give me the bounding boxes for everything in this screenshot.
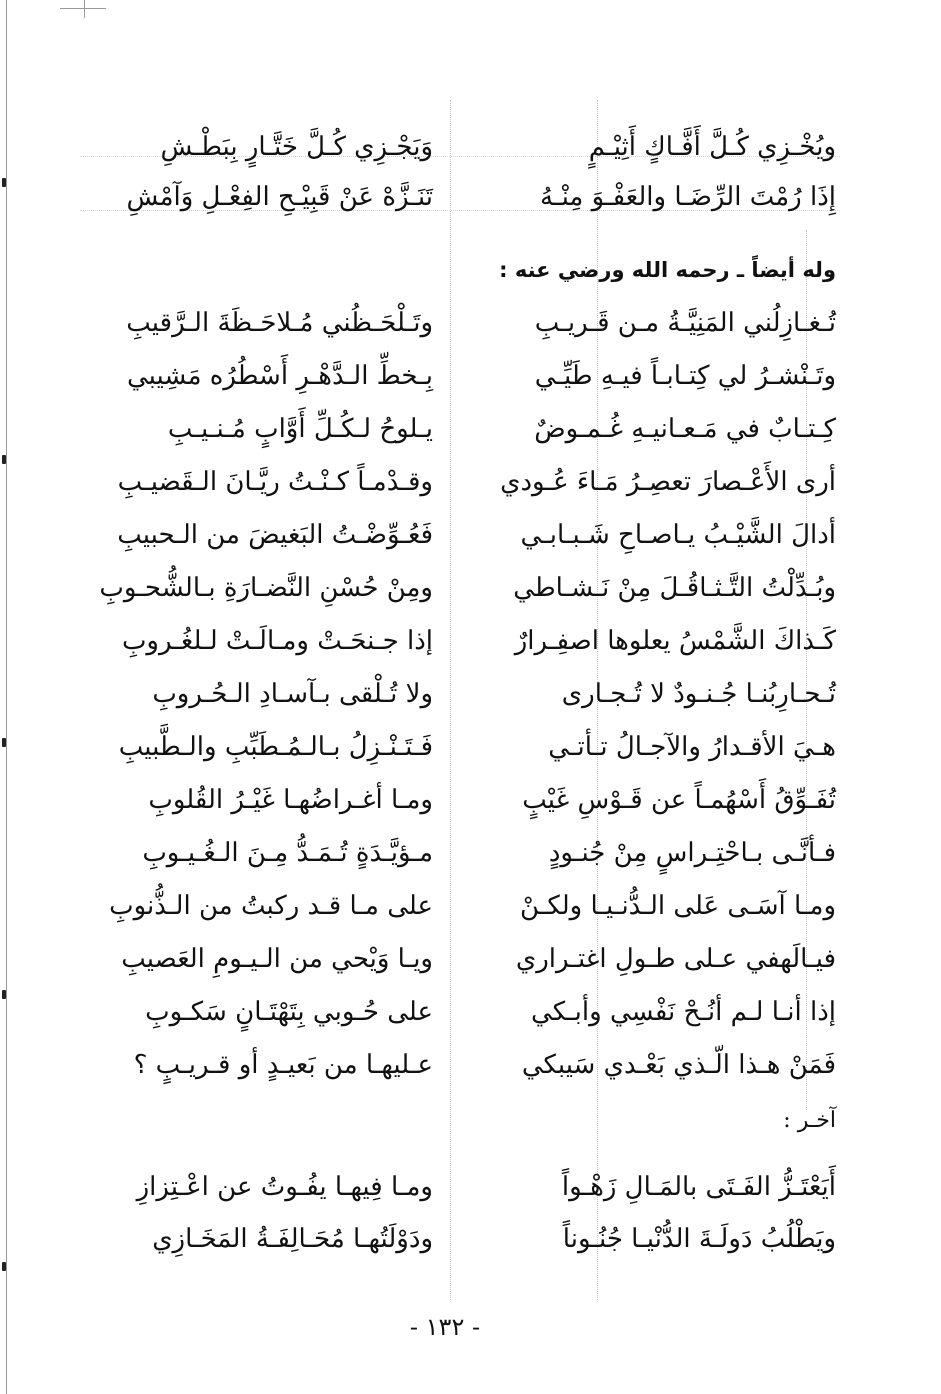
- verse-left: تَنَـزَّهْ عَنْ قَبِيْـحِ الفِعْـلِ وَآمْشِ: [126, 182, 433, 212]
- verse-left: مـؤيَّـدَةٍ تُـمَـدُّ مِـنَ الـغُـيـوبِ: [142, 838, 433, 868]
- verse-left: ومـا أغـراضُهـا غَيْـرُ القُلوبِ: [148, 785, 433, 815]
- scan-top-mark: [60, 8, 106, 9]
- scan-edge-dot: [2, 990, 6, 999]
- verse-right: أرى الأَعْـصارَ تعصِـرُ مَـاءَ عُـودي: [500, 467, 836, 497]
- verse-right: كِـتـابٌ في مَـعـانيـهِ غُـمـوضٌ: [534, 414, 836, 444]
- verse-right: ومـا آسَـى عَلى الـدُّنـيـا ولكـنْ: [519, 891, 836, 921]
- verse-right: أدالَ الشَّيْـبُ يـاصـاحِ شَـبـابـي: [520, 520, 836, 550]
- verse-left: وَيَجْـزِي كُـلَّ خَتَّـارٍ بِبَطْـشِ: [160, 132, 433, 162]
- scan-edge-dot: [2, 738, 6, 747]
- verse-left: فَـتَـنْـزِلُ بـالـمُـطَبِّبِ والـطَّبيبِ: [118, 732, 433, 762]
- verse-right: كَـذاكَ الشَّمْسُ يعلوها اصفِـرارٌ: [514, 626, 836, 656]
- verse-left: ولا تُـلْقى بـآسـادِ الـحُـروبِ: [152, 679, 433, 709]
- verse-right: إِذَا رُمْتَ الرِّضَـا والعَفْـوَ مِنْـهُ: [540, 182, 836, 212]
- verse-right: تُـحـارِبُنـا جُـنـودٌ لا تُـجـارى: [561, 679, 836, 709]
- verse-right: ويُخْـزِي كُـلَّ أَفَّـاكٍ أَثِيْـمٍ: [588, 132, 836, 162]
- page-number: - ١٣٢ -: [409, 1313, 481, 1341]
- scan-top-tick: [84, 0, 85, 18]
- verse-right: وتَـنْشـرُ لي كِتـابـاً فيـهِ طَيِّـي: [534, 361, 836, 391]
- verse-left: ومـا فِيهـا يفُـوتُ عن اعْـتِزازِ: [136, 1172, 433, 1202]
- verse-left: وقـدْمـاً كـنْـتُ ريَّـانَ الـقَضيـبِ: [117, 467, 433, 497]
- verse-right: وبُـدِّلْتُ التَّـثـاقُـلَ مِنْ نَـشـاطي: [513, 573, 836, 603]
- verse-right: فـأنَّـى بـاحْتِـراسٍ مِنْ جُنـودٍ: [548, 838, 836, 868]
- scan-edge-dot: [2, 178, 6, 187]
- verse-right: إذا أنـا لـم أنُـحْ نَفْسِي وأبـكي: [531, 997, 836, 1027]
- verse-left: على حُـوبي بِتَهْتَـانٍ سَكـوبِ: [145, 997, 433, 1027]
- scan-edge-dot: [2, 455, 6, 464]
- verse-right: ويَطْلُبُ دَولَـةَ الدُّنْيـا جُنُـوناً: [562, 1224, 836, 1254]
- verse-right: أَيَعْتَـزُّ الفَـتَى بالمَـالِ زَهْـواً: [561, 1172, 836, 1202]
- verse-left: عـليهـا من بَعيـدٍ أو قـريـبٍ ؟: [133, 1050, 433, 1080]
- verse-left: وتَـلْحَـظُني مُـلاحَـظَةَ الـرَّقيبِ: [126, 308, 433, 338]
- verse-right: هـيَ الأقـدارُ والآجـالُ تـأتـي: [548, 732, 836, 762]
- scan-edge-line: [6, 0, 7, 1394]
- verse-left: ودَوْلَتُهـا مُحَـالِفَـةُ المَخَـازِي: [152, 1224, 433, 1254]
- verse-left: على مـا قـد ركبتُ من الـذُّنوبِ: [109, 891, 433, 921]
- verse-right: فَمَنْ هـذا الّـذي بَعْـدي سَيبكي: [521, 1050, 836, 1080]
- section-heading: وله أيضاً ـ رحمه الله ورضي عنه :: [499, 258, 836, 282]
- verse-left: ويـا وَيْحي من الـيـومِ العَصيبِ: [121, 944, 433, 974]
- scan-edge-dot: [2, 1262, 6, 1271]
- section-heading: آخـر :: [783, 1108, 836, 1133]
- verse-left: فَعُـوِّضْـتُ البَغيضَ من الـحبيبِ: [117, 520, 433, 550]
- verse-left: ومِنْ حُسْنِ النَّضـارَةِ بـالشُّحـوبِ: [99, 573, 433, 603]
- verse-left: إذا جـنحَـتْ ومـالَـتْ لـلغُـروبِ: [121, 626, 433, 656]
- verse-left: بِـخطِّ الـدَّهْـرِ أَسْطُرُه مَشِيبي: [127, 361, 433, 391]
- verse-left: يـلوحُ لـكُـلِّ أَوَّابٍ مُـنـيـبِ: [167, 414, 433, 444]
- verse-right: فيـالَهفي عـلى طـولِ اغتـراري: [515, 944, 836, 974]
- verse-right: تُـغـازِلُني المَنِيَّـةُ مـن قَـريـبِ: [534, 308, 836, 338]
- verse-right: تُفَـوِّقُ أَسْهُمـاً عن قَـوْسِ غَيْبٍ: [522, 785, 836, 815]
